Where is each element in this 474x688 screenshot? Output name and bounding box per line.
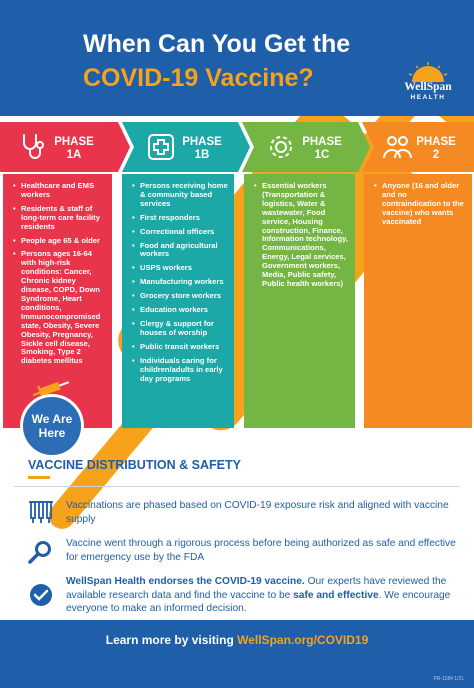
phase-2-column (364, 174, 472, 428)
page-title-line1: When Can You Get the (83, 30, 351, 58)
info-text-phasing: Vaccinations are phased based on COVID-19 exposure risk and aligned with vaccine supply (66, 500, 449, 525)
magnifier-icon (28, 538, 54, 564)
list-item: • People age 65 & older (13, 237, 106, 246)
checkmark-icon (28, 582, 54, 608)
footer-prefix: Learn more by visiting (105, 633, 238, 647)
list-item: • Correctional officers (132, 228, 228, 237)
phase-1a-label: PHASE 1A (54, 136, 94, 161)
gear-icon (266, 132, 296, 162)
title-underline (28, 476, 50, 479)
endorsement-lead: WellSpan Health endorses the COVID-19 vaccine. (66, 576, 305, 587)
phase-1b-label: PHASE 1B (182, 136, 222, 161)
we-are-here-badge: We Are Here (20, 394, 84, 458)
list-item: • USPS workers (132, 264, 228, 273)
logo-subtitle: HEALTH (410, 94, 446, 101)
list-item: • Manufacturing workers (132, 278, 228, 287)
section-title: VACCINE DISTRIBUTION & SAFETY (28, 458, 241, 472)
footer-text (0, 633, 474, 647)
list-item: • Clergy & support for houses of worship (132, 320, 228, 338)
vials-icon (28, 498, 54, 524)
divider (14, 486, 460, 487)
phase-2-label: PHASE 2 (416, 136, 456, 161)
sunrise-logo-icon (408, 62, 448, 82)
footer-banner (0, 620, 474, 688)
phase-1c-label: PHASE 1C (302, 136, 342, 161)
endorsement-emphasis: safe and effective (293, 589, 379, 601)
list-item: • Residents & staff of long-term care facility residents (13, 205, 106, 232)
list-item: • First responders (132, 214, 228, 223)
list-item: • Education workers (132, 306, 228, 315)
phase-1c-column (244, 174, 355, 428)
list-item: • Persons ages 16-64 with high-risk conditions: Cancer, Chronic kidney disease, COPD, Down Syndrome, Heart conditions, Immunocompromised state, Obesity, Severe Obesity, Pregnancy, Sickle cell disease, Smoking, Type 2 diabetes mellitus (13, 250, 106, 366)
list-item: • Persons receiving home & community based services (132, 182, 228, 209)
print-code: PR-1184 1/21 (433, 676, 464, 682)
list-item: • Grocery store workers (132, 292, 228, 301)
wellspan-logo (390, 62, 466, 106)
logo-brand: WellSpan (404, 81, 452, 93)
list-item: • Public transit workers (132, 343, 228, 352)
info-text-endorsement (66, 575, 460, 616)
endorsement-end: . We encourage everyone to make an informed decision. (66, 589, 451, 614)
endorsement-mid: Our experts have reviewed the available research data and find the vaccine to be (66, 576, 447, 601)
info-text-fda: Vaccine went through a rigorous process before being authorized as safe and effective for emergency use by the FDA (66, 538, 456, 563)
list-item: • Food and agricultural workers (132, 242, 228, 260)
list-item: • Essential workers (Transportation & logistics, Water & wastewater, Food service, Housing construction, Finance, Information technology, Communications, Energy, Legal services, Government workers, Media, Public safety, Public health workers) (254, 182, 349, 289)
page-title-line2: COVID-19 Vaccine? (83, 64, 314, 92)
people-icon (382, 132, 412, 162)
phase-1b-column (122, 174, 234, 428)
footer-link[interactable]: WellSpan.org/COVID19 (237, 633, 369, 647)
list-item: • Individuals caring for children/adults in early day programs (132, 357, 228, 384)
medical-cross-icon (146, 132, 176, 162)
list-item: • Healthcare and EMS workers (13, 182, 106, 200)
list-item: • Anyone (16 and older and no contraindication to the vaccine) who wants vaccinated (374, 182, 466, 227)
stethoscope-icon (18, 132, 48, 162)
